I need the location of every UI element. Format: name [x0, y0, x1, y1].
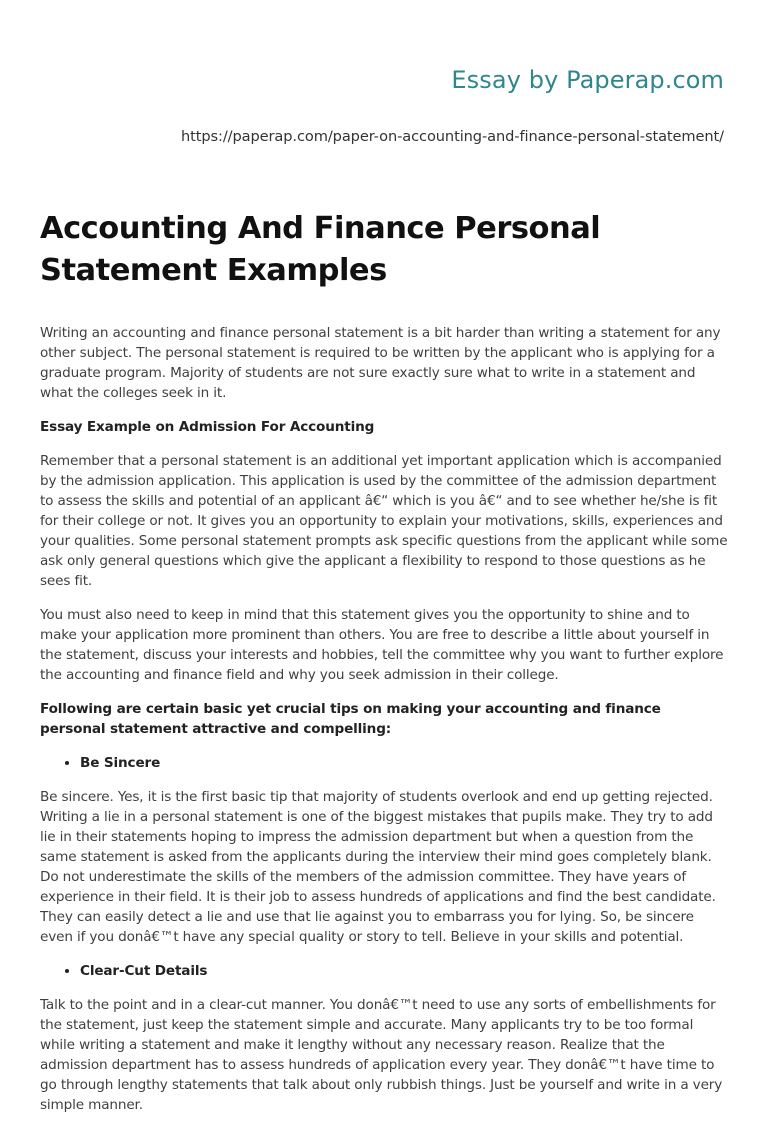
article-title: Accounting And Finance Personal Statement Examples: [40, 211, 601, 288]
article-body: [40, 323, 730, 1129]
site-brand[interactable]: Essay by Paperap.com: [451, 66, 724, 94]
tip-body-be-sincere: Be sincere. Yes, it is the first basic tip that majority of students overlook and end up getting rejected. Writing a lie in a personal statement is one of the biggest mistakes that pupils make. They try to add lie in their statements hoping to impress the admission department but when a question from the same statement is asked from the applicants during the interview their mind goes completely blank. Do not underestimate the skills of the members of the admission committee. They have years of experience in their field. It is their job to assess hundreds of applications and find the best candidate. They can easily detect a lie and use that lie against you to embarrass you for lying. So, be sincere even if you donâ€™t have any special quality or story to tell. Believe in your skills and potential.: [40, 789, 716, 945]
intro-paragraph: Writing an accounting and finance personal statement is a bit harder than writing a statement for any other subject. The personal statement is required to be written by the applicant who is applying for a graduate program. Majority of students are not sure exactly sure what to write in a statement and what the colleges seek in it.: [40, 325, 721, 401]
tip-list-1: [40, 753, 730, 773]
tip-title-be-sincere: • Be Sincere: [80, 753, 730, 773]
essay-subheading: Essay Example on Admission For Accounting: [40, 419, 375, 435]
tips-intro: Following are certain basic yet crucial tips on making your accounting and finance personal statement attractive and compelling:: [40, 701, 661, 737]
tip-title-clear-cut-details: • Clear-Cut Details: [80, 961, 730, 981]
body-paragraph-2: You must also need to keep in mind that this statement gives you the opportunity to shine and to make your application more prominent than others. You are free to describe a little about yourself in the statement, discuss your interests and hobbies, tell the committee why you want to further explore the accounting and finance field and why you seek admission in their college.: [40, 607, 724, 683]
tip-body-clear-cut-details: Talk to the point and in a clear-cut manner. You donâ€™t need to use any sorts of embellishments for the statement, just keep the statement simple and accurate. Many applicants try to be too formal while writing a statement and make it lengthy without any necessary reason. Realize that the admission department has to assess hundreds of application every year. They donâ€™t have time to go through lengthy statements that talk about only rubbish things. Just be yourself and write in a very simple manner.: [40, 997, 723, 1113]
body-paragraph-1: Remember that a personal statement is an additional yet important application which is accompanied by the admission application. This application is used by the committee of the admission department to assess the skills and potential of an applicant â€“ which is you â€“ and to see whether he/she is fit for their college or not. It gives you an opportunity to explain your motivations, skills, experiences and your qualities. Some personal statement prompts ask specific questions from the applicant while some ask only general questions which give the applicant a flexibility to respond to those questions as he sees fit.: [40, 453, 728, 589]
source-url[interactable]: https://paperap.com/paper-on-accounting-and-finance-personal-statement/: [180, 128, 724, 145]
tip-list-2: [40, 961, 730, 981]
